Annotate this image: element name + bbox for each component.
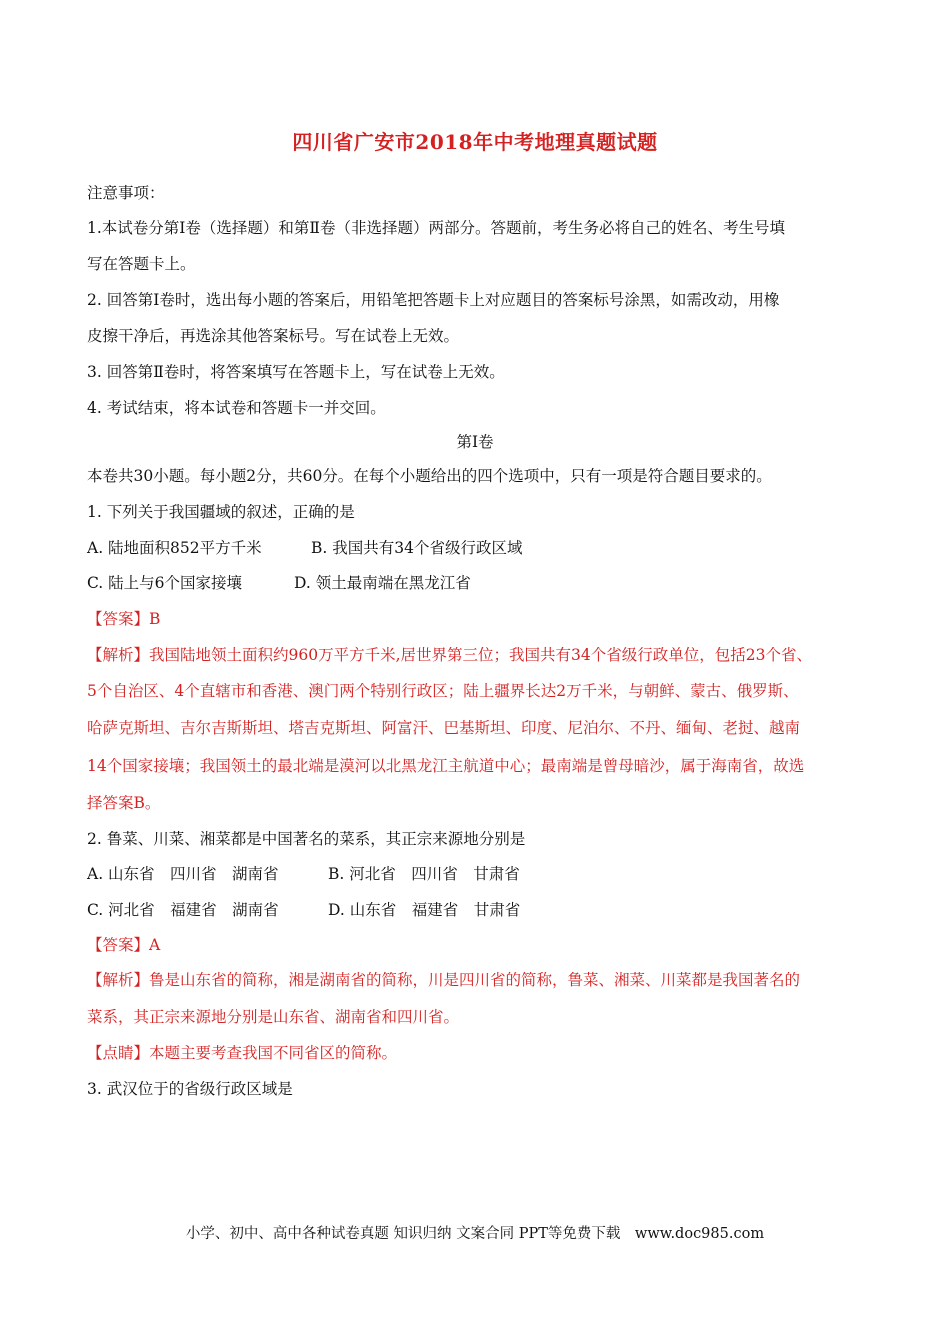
question-2-option-d: D. 山东省 福建省 甘肃省 (328, 901, 521, 919)
question-2-stem: 2. 鲁菜、川菜、湘菜都是中国著名的菜系，其正宗来源地分别是 (87, 830, 526, 848)
question-2-analysis-line-2: 菜系，其正宗来源地分别是山东省、湖南省和四川省。 (87, 1008, 460, 1026)
page-footer: 小学、初中、高中各种试卷真题 知识归纳 文案合同 PPT等免费下载 www.doc985.com (185, 1226, 765, 1242)
notice-item-1-line-2: 写在答题卡上。 (87, 255, 196, 273)
question-2-answer: 【答案】A (87, 936, 161, 954)
question-2-analysis-line-1: 【解析】鲁是山东省的简称，湘是湖南省的简称，川是四川省的简称，鲁菜、湘菜、川菜都是我国著名的 (87, 971, 801, 989)
question-1-analysis-line-2: 5个自治区、4个直辖市和香港、澳门两个特别行政区；陆上疆界长达2万千米，与朝鲜、蒙古、俄罗斯、 (87, 682, 799, 700)
question-1-option-d: D. 领土最南端在黑龙江省 (294, 574, 471, 592)
question-2-option-c: C. 河北省 福建省 湖南省 (87, 901, 279, 919)
question-1-option-a: A. 陆地面积852平方千米 (87, 539, 262, 557)
question-2-option-a: A. 山东省 四川省 湖南省 (87, 865, 279, 883)
notice-item-2-line-1: 2. 回答第Ⅰ卷时，选出每小题的答案后，用铅笔把答题卡上对应题目的答案标号涂黑，如需改动，用橡 (87, 291, 780, 309)
question-1-analysis-line-4: 14个国家接壤；我国领土的最北端是漠河以北黑龙江主航道中心；最南端是曾母暗沙，属于海南省，故选 (87, 757, 805, 775)
question-1-analysis-line-3: 哈萨克斯坦、吉尔吉斯斯坦、塔吉克斯坦、阿富汗、巴基斯坦、印度、尼泊尔、不丹、缅甸、老挝、越南 (87, 719, 801, 737)
question-1-option-c: C. 陆上与6个国家接壤 (87, 574, 243, 592)
section-title: 第Ⅰ卷 (456, 433, 494, 451)
question-2-tip: 【点睛】本题主要考查我国不同省区的简称。 (87, 1044, 398, 1062)
question-2-option-b: B. 河北省 四川省 甘肃省 (328, 865, 520, 883)
question-1-analysis-line-5: 择答案B。 (87, 794, 161, 812)
notice-item-3: 3. 回答第Ⅱ卷时，将答案填写在答题卡上，写在试卷上无效。 (87, 363, 505, 381)
question-1-option-b: B. 我国共有34个省级行政区域 (311, 539, 523, 557)
section-instructions: 本卷共30小题。每小题2分，共60分。在每个小题给出的四个选项中，只有一项是符合题目要求的。 (87, 467, 772, 485)
notice-item-1-line-1: 1.本试卷分第Ⅰ卷（选择题）和第Ⅱ卷（非选择题）两部分。答题前，考生务必将自己的姓名、考生号填 (87, 219, 785, 237)
notice-heading: 注意事项： (87, 184, 165, 202)
question-1-answer: 【答案】B (87, 610, 161, 628)
notice-item-2-line-2: 皮擦干净后，再选涂其他答案标号。写在试卷上无效。 (87, 327, 460, 345)
question-1-analysis-line-1: 【解析】我国陆地领土面积约960万平方千米,居世界第三位；我国共有34个省级行政单位，包括23个省、 (87, 646, 812, 664)
notice-item-4: 4. 考试结束，将本试卷和答题卡一并交回。 (87, 399, 386, 417)
document-title: 四川省广安市2018年中考地理真题试题 (292, 130, 658, 154)
question-1-stem: 1. 下列关于我国疆域的叙述，正确的是 (87, 503, 355, 521)
question-3-stem: 3. 武汉位于的省级行政区域是 (87, 1080, 293, 1098)
